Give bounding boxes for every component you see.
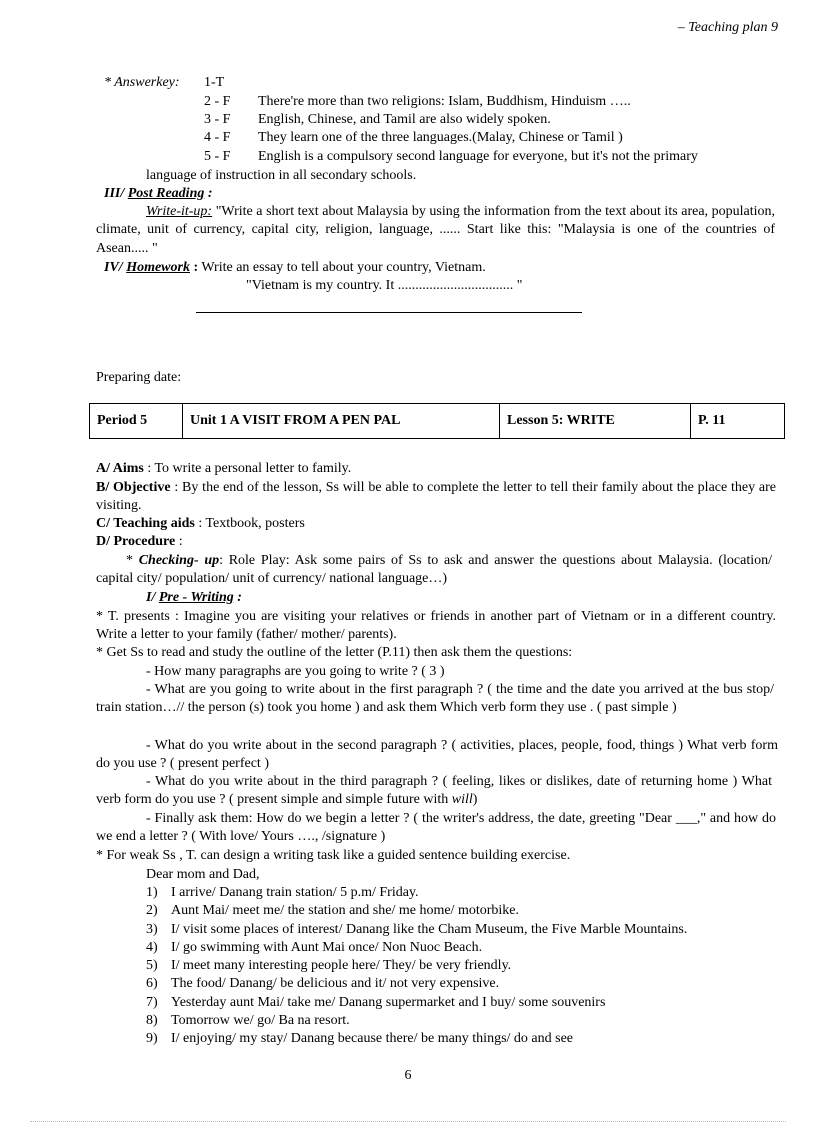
question-2: - What are you going to write about in the first paragraph ? ( the time and the date you arrived at the bus stop/ train station…// the person (s) took you home ) and ask them Which verb form they use . ( past simple ) [96,682,774,716]
section-divider [196,312,582,313]
answer-key-item-3-text: English, Chinese, and Tamil are also widely spoken. [258,112,551,127]
list-item: 5) I/ meet many interesting people here/ They/ be very friendly. [146,958,512,974]
list-item: 6) The food/ Danang/ be delicious and it/ not very expensive. [146,976,500,992]
teaching-aids-line: C/ Teaching aids : Textbook, posters [96,516,305,531]
unit-cell: Unit 1 A VISIT FROM A PEN PAL [183,404,500,439]
list-item: 3) I/ visit some places of interest/ Danang like the Cham Museum, the Five Marble Mountains. [146,921,688,937]
page-number: 6 [404,1068,412,1083]
answer-key-label: * Answerkey: [104,75,180,90]
aims-line: A/ Aims : To write a personal letter to family. [96,461,352,476]
answer-key-item-4-num: 4 - F [204,130,231,145]
list-item: 8) Tomorrow we/ go/ Ba na resort. [146,1013,350,1029]
weak-ss-line: * For weak Ss , T. can design a writing task like a guided sentence building exercise. [96,848,571,863]
procedure-line: D/ Procedure : [96,534,183,549]
page-bottom-border [30,1121,786,1122]
objective-paragraph: B/ Objective : By the end of the lesson, Ss will be able to complete the letter to tell their family about the place they are visiting. [96,480,776,514]
homework-line: IV/ Homework : Write an essay to tell about your country, Vietnam. [104,260,486,275]
period-table-row [90,404,785,439]
page-header: – Teaching plan 9 [677,20,778,35]
answer-key-item-5-cont: language of instruction in all secondary schools. [146,168,417,183]
list-item: 1) I arrive/ Danang train station/ 5 p.m/ Friday. [146,885,419,900]
answer-key-item-4-text: They learn one of the three languages.(Malay, Chinese or Tamil ) [258,130,623,145]
list-item: 4) I/ go swimming with Aunt Mai once/ Non Nuoc Beach. [146,939,483,955]
list-item: 9) I/ enjoying/ my stay/ Danang because there/ be many things/ do and see [146,1031,574,1047]
homework-sample: "Vietnam is my country. It ................................. " [246,278,523,293]
lesson-cell: Lesson 5: WRITE [500,404,691,439]
list-item: 2) Aunt Mai/ meet me/ the station and she/ me home/ motorbike. [146,903,519,919]
get-ss-line: * Get Ss to read and study the outline of the letter (P.11) then ask them the questions: [96,645,573,660]
guided-sentence-list [146,884,687,1049]
post-reading-heading: III/ Post Reading : [104,186,213,201]
period-table [89,403,785,439]
pre-writing-heading: I/ Pre - Writing : [146,590,242,605]
answer-key-item-2-num: 2 - F [204,94,231,109]
period-cell: Period 5 [90,404,183,439]
question-5: - Finally ask them: How do we begin a letter ? ( the writer's address, the date, greeting "Dear ___," and how do we end a letter ? ( With love/ Yours …., /signature ) [96,811,776,845]
list-item: 7) Yesterday aunt Mai/ take me/ Danang supermarket and I buy/ some souvenirs [146,994,606,1010]
answer-key-item-5-text: English is a compulsory second language for everyone, but it's not the primary [258,149,698,164]
checking-up-paragraph: * Checking- up: Role Play: Ask some pairs of Ss to ask and answer the questions about Malaysia. (location/ capital city/ population/ unit of currency/ national language…) [96,553,772,587]
t-presents-paragraph: * T. presents : Imagine you are visiting your relatives or friends in another part of Vietnam or in a different country. Write a letter to your family (father/ mother/ parents). [96,609,776,643]
answer-key-item-5-num: 5 - F [204,149,231,164]
write-it-up-paragraph: Write-it-up: "Write a short text about Malaysia by using the information from the text about its area, population, climate, unit of currency, capital city, religion, language, ...... Start like this: "Malaysia is one of the countries of Asean..... " [96,204,776,256]
preparing-date: Preparing date: [96,370,182,385]
answer-key-item-1: 1-T [204,75,225,90]
question-4: - What do you write about in the third paragraph ? ( feeling, likes or dislikes, date of returning home ) What verb form do you use ? ( present simple and simple future with will) [96,774,772,808]
letter-greeting: Dear mom and Dad, [146,867,260,882]
question-3: - What do you write about in the second paragraph ? ( activities, places, people, food, things ) What verb form do you use ? ( present perfect ) [96,738,778,772]
answer-key-item-3-num: 3 - F [204,112,231,127]
page-cell: P. 11 [691,404,785,439]
answer-key-item-2-text: There're more than two religions: Islam, Buddhism, Hinduism ….. [258,94,631,109]
question-1: - How many paragraphs are you going to write ? ( 3 ) [146,664,445,679]
